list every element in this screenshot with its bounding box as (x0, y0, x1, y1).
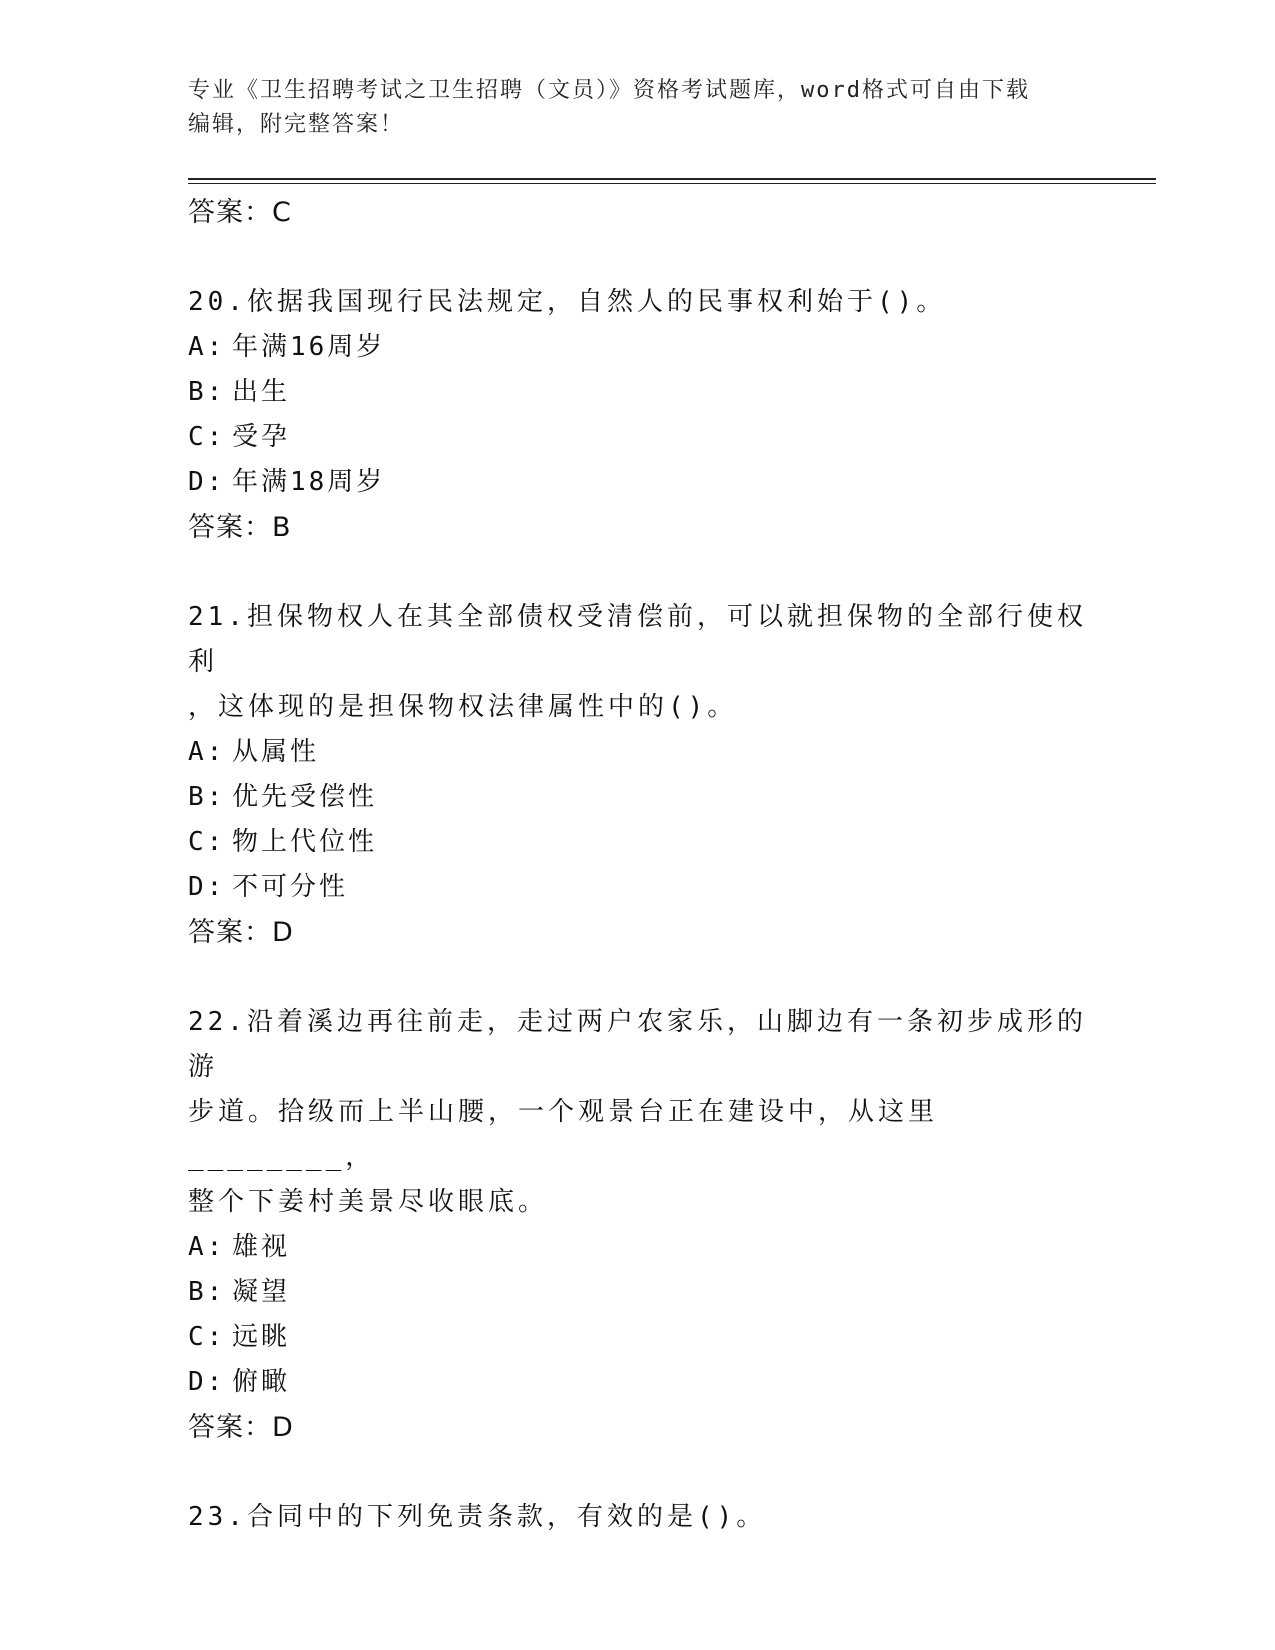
question-line: 步道。拾级而上半山腰，一个观景台正在建设中，从这里________， (188, 1097, 939, 1172)
option-letter: D: (188, 1367, 226, 1397)
question-line (188, 1000, 1088, 1090)
question-stem (188, 280, 1088, 325)
question-22 (188, 1000, 1088, 1451)
question-21 (188, 595, 1088, 956)
option-letter: B: (188, 377, 226, 407)
answer-label: 答案： (188, 1412, 272, 1443)
option-text: 从属性 (232, 737, 320, 767)
option-text: 优先受偿性 (232, 782, 378, 812)
answer-label: 答案： (188, 197, 272, 228)
option-text: 年满18周岁 (232, 467, 386, 497)
answer-label: 答案： (188, 917, 272, 948)
option-b (188, 370, 1088, 415)
option-text: 不可分性 (232, 872, 349, 902)
question-line: ，这体现的是担保物权法律属性中的()。 (188, 692, 738, 722)
option-a (188, 325, 1088, 370)
question-stem (188, 1495, 1088, 1540)
option-text: 远眺 (232, 1322, 291, 1352)
question-text: 依据我国现行民法规定，自然人的民事权利始于()。 (246, 287, 947, 317)
header-rule-thick (188, 178, 1156, 180)
answer-label: 答案： (188, 512, 272, 543)
option-text: 凝望 (232, 1277, 291, 1307)
previous-answer (188, 190, 1088, 236)
option-c (188, 820, 1088, 865)
option-text: 出生 (232, 377, 291, 407)
question-answer (188, 505, 1088, 551)
question-number: 21. (188, 602, 247, 632)
question-20 (188, 280, 1088, 551)
option-letter: A: (188, 332, 226, 362)
option-text: 俯瞰 (232, 1367, 291, 1397)
question-number: 22. (188, 1007, 247, 1037)
header-line-1: 专业《卫生招聘考试之卫生招聘（文员）》资格考试题库，word格式可自由下载 (188, 78, 1030, 103)
option-c (188, 415, 1088, 460)
option-a (188, 730, 1088, 775)
question-answer (188, 1405, 1088, 1451)
option-a (188, 1225, 1088, 1270)
question-text: 担保物权人在其全部债权受清偿前，可以就担保物的全部行使权利 (188, 602, 1087, 677)
option-letter: A: (188, 1232, 226, 1262)
option-letter: B: (188, 782, 226, 812)
option-text: 受孕 (232, 422, 291, 452)
option-d (188, 865, 1088, 910)
question-stem (188, 595, 1088, 730)
question-line (188, 1495, 1088, 1540)
option-letter: A: (188, 737, 226, 767)
option-letter: C: (188, 827, 226, 857)
option-letter: D: (188, 467, 226, 497)
option-letter: D: (188, 872, 226, 902)
option-d (188, 460, 1088, 505)
question-line (188, 595, 1088, 685)
option-text: 年满16周岁 (232, 332, 386, 362)
question-answer (188, 910, 1088, 956)
option-text: 雄视 (232, 1232, 291, 1262)
question-number: 23. (188, 1502, 247, 1532)
option-b (188, 1270, 1088, 1315)
option-b (188, 775, 1088, 820)
answer-value: C (272, 197, 292, 228)
option-d (188, 1360, 1088, 1405)
question-text: 合同中的下列免责条款，有效的是()。 (246, 1502, 767, 1532)
answer-value: D (272, 917, 294, 948)
option-c (188, 1315, 1088, 1360)
option-text: 物上代位性 (232, 827, 378, 857)
question-line (188, 280, 1088, 325)
answer-value: B (272, 512, 292, 543)
option-letter: C: (188, 1322, 226, 1352)
question-list (188, 190, 1088, 1540)
header-line-2: 编辑，附完整答案！ (188, 112, 405, 137)
header-rule-thin (188, 183, 1156, 184)
question-text: 沿着溪边再往前走，走过两户农家乐，山脚边有一条初步成形的游 (188, 1007, 1087, 1082)
document-header (188, 74, 1088, 142)
question-number: 20. (188, 287, 247, 317)
question-line: 整个下姜村美景尽收眼底。 (188, 1187, 549, 1217)
option-letter: C: (188, 422, 226, 452)
question-23 (188, 1495, 1088, 1540)
option-letter: B: (188, 1277, 226, 1307)
answer-value: D (272, 1412, 294, 1443)
question-stem (188, 1000, 1088, 1225)
